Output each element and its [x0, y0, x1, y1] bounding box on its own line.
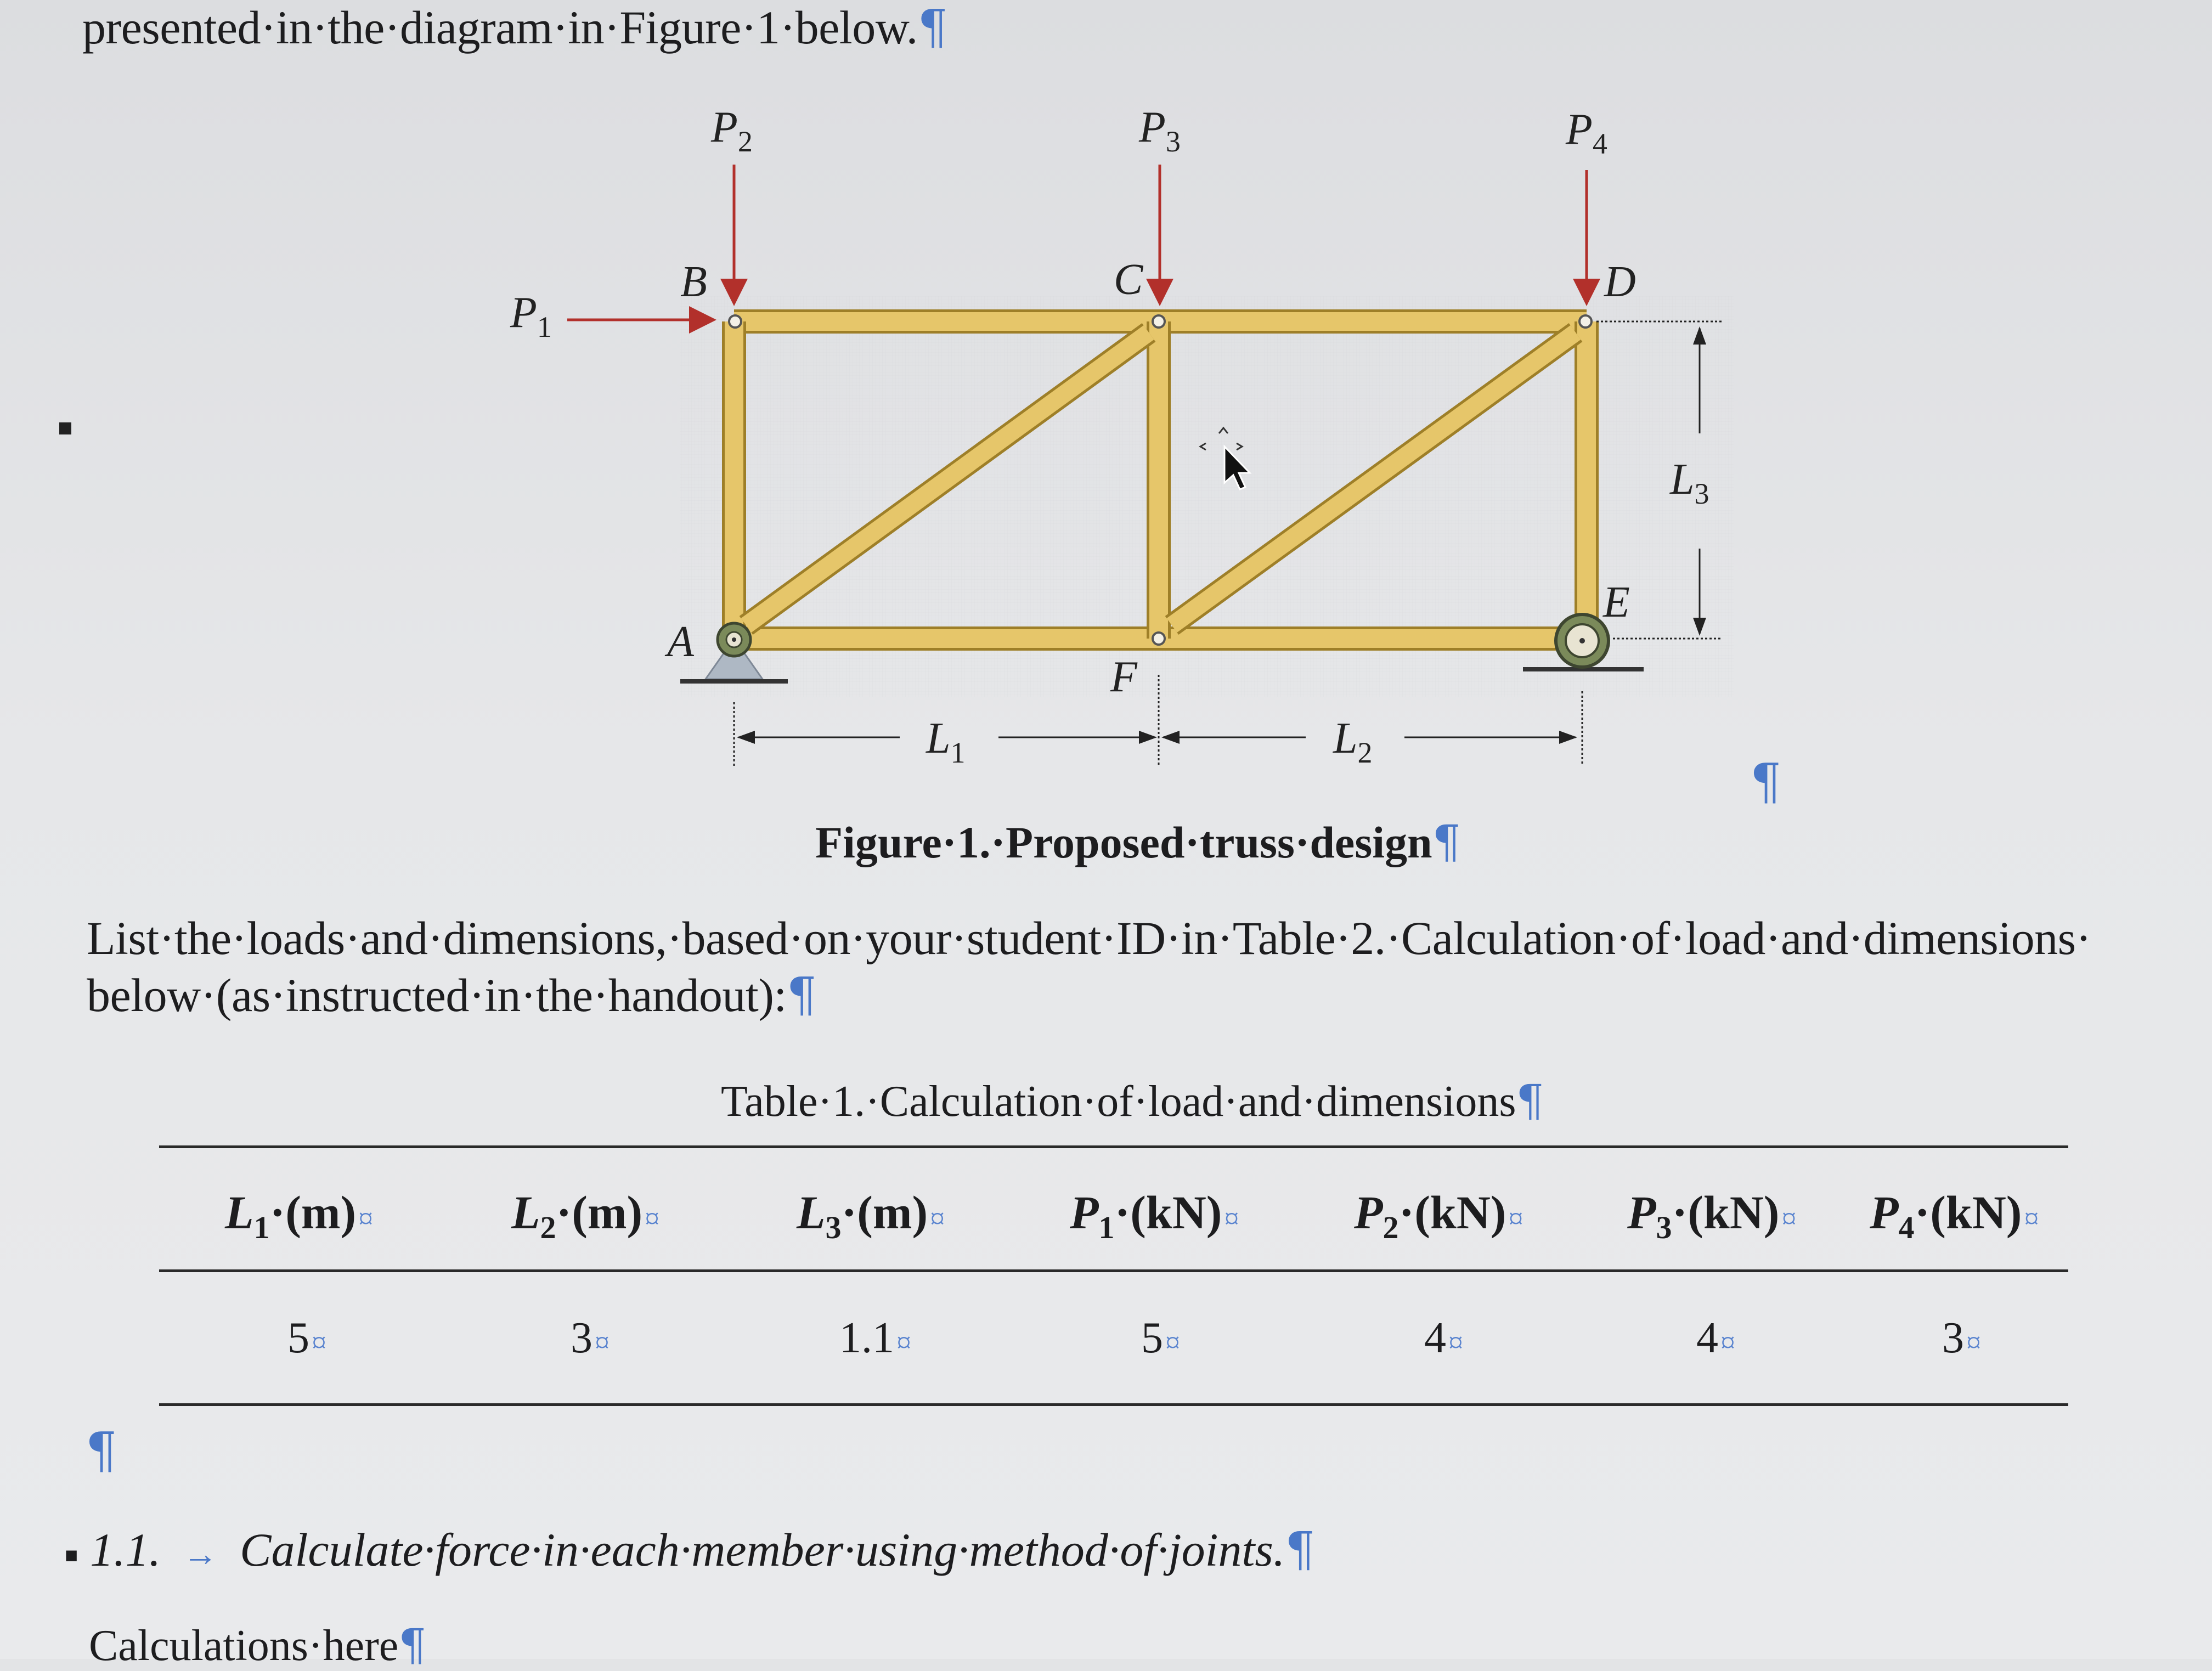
- header-unit: ·(kN): [1114, 1186, 1222, 1239]
- label-joint-c: C: [1114, 256, 1143, 304]
- header-unit: ·(m): [841, 1186, 928, 1239]
- table-value-cell[interactable]: [839, 1313, 911, 1363]
- header-unit: ·(m): [556, 1186, 643, 1239]
- cell-end-mark: ¤: [358, 1202, 374, 1235]
- table-value-cell[interactable]: [287, 1313, 326, 1363]
- header-symbol: L: [511, 1186, 540, 1239]
- instruction-paragraph-line-1[interactable]: [87, 911, 2091, 966]
- header-symbol: P: [1354, 1186, 1383, 1239]
- heading-bullet-icon: ■: [65, 1542, 78, 1567]
- label-dimension-l3: $L_3$: [1670, 455, 1709, 510]
- table-header-cell[interactable]: [511, 1185, 659, 1246]
- table-header-cell[interactable]: [1070, 1185, 1239, 1246]
- joint-c: [1153, 315, 1165, 328]
- cell-end-mark: ¤: [1720, 1326, 1735, 1359]
- header-unit: ·(kN): [1672, 1186, 1780, 1239]
- cell-end-mark: ¤: [1165, 1326, 1180, 1359]
- header-symbol: L: [225, 1186, 254, 1239]
- cell-value: 3: [1942, 1314, 1964, 1362]
- label-p4: $P_4$: [1566, 105, 1607, 160]
- pilcrow-mark: ¶: [917, 0, 947, 55]
- joint-f: [1153, 633, 1165, 645]
- table-header-cell[interactable]: [1870, 1185, 2039, 1246]
- empty-paragraph-pilcrow[interactable]: ¶: [86, 1422, 117, 1480]
- table-caption[interactable]: [721, 1075, 1544, 1127]
- cell-value: 3: [571, 1314, 592, 1362]
- cell-end-mark: ¤: [1966, 1326, 1981, 1359]
- label-p2: $P_2$: [711, 103, 753, 158]
- joint-d: [1579, 315, 1592, 328]
- truss-diagram: [0, 0, 2212, 812]
- table-top-rule: [159, 1145, 2068, 1148]
- instruction-text-1: List·the·loads·and·dimensions,·based·on·your·student·ID·in·Table·2.·Calculation·of·load·and·dimensions·: [87, 912, 2091, 964]
- header-symbol: P: [1870, 1186, 1899, 1239]
- pilcrow-mark: ¶: [1516, 1075, 1544, 1126]
- label-p1: $P_1$: [510, 289, 552, 343]
- label-joint-b: B: [680, 258, 707, 306]
- header-symbol: P: [1627, 1186, 1656, 1239]
- table-value-cell[interactable]: [1942, 1313, 1981, 1363]
- table-value-cell[interactable]: [1696, 1313, 1735, 1363]
- label-joint-a: A: [667, 618, 694, 666]
- table-value-cell[interactable]: [1424, 1313, 1463, 1363]
- label-p3: $P_3$: [1139, 103, 1181, 158]
- table-bottom-rule: [159, 1403, 2068, 1406]
- figure-caption[interactable]: [815, 816, 1461, 868]
- pilcrow-mark: ¶: [1285, 1522, 1316, 1577]
- intro-text: presented·in·the·diagram·in·Figure·1·below.: [82, 1, 918, 54]
- label-dimension-l2: $L_2$: [1333, 714, 1373, 769]
- cell-end-mark: ¤: [2024, 1202, 2039, 1235]
- cell-end-mark: ¤: [312, 1326, 326, 1359]
- table-header-cell[interactable]: [225, 1185, 373, 1246]
- cell-end-mark: ¤: [645, 1202, 660, 1235]
- calculations-text: Calculations·here: [89, 1622, 399, 1670]
- header-subscript: 2: [1383, 1210, 1399, 1246]
- numbered-heading[interactable]: [65, 1522, 1315, 1577]
- cell-end-mark: ¤: [930, 1202, 945, 1235]
- cell-end-mark: ¤: [1781, 1202, 1797, 1235]
- table-header-rule: [159, 1269, 2068, 1272]
- label-joint-f: F: [1110, 653, 1137, 701]
- cell-value: 5: [287, 1314, 309, 1362]
- calculations-placeholder[interactable]: [89, 1619, 426, 1671]
- header-subscript: 1: [253, 1210, 270, 1246]
- figure-caption-text: Figure·1.·Proposed·truss·design: [815, 817, 1432, 867]
- cell-end-mark: ¤: [1448, 1326, 1463, 1359]
- pilcrow-mark: ¶: [1432, 816, 1461, 868]
- header-symbol: P: [1070, 1186, 1099, 1239]
- cell-value: 4: [1424, 1314, 1446, 1362]
- pilcrow-mark: ¶: [1750, 753, 1782, 811]
- heading-text: Calculate·force·in·each·member·using·method·of·joints.: [240, 1523, 1285, 1576]
- heading-number: 1.1.: [90, 1523, 161, 1576]
- header-unit: ·(kN): [1914, 1186, 2022, 1239]
- table-header-cell[interactable]: [1354, 1185, 1523, 1246]
- cell-end-mark: ¤: [896, 1326, 911, 1359]
- cell-value: 1.1: [839, 1314, 894, 1362]
- cell-value: 4: [1696, 1314, 1718, 1362]
- header-unit: ·(kN): [1398, 1186, 1506, 1239]
- header-unit: ·(m): [269, 1186, 357, 1239]
- joint-b: [729, 315, 741, 328]
- header-subscript: 4: [1898, 1210, 1915, 1246]
- header-subscript: 2: [540, 1210, 556, 1246]
- table-header-cell[interactable]: [1627, 1185, 1796, 1246]
- cell-end-mark: ¤: [1224, 1202, 1239, 1235]
- pilcrow-mark: ¶: [786, 968, 817, 1023]
- instruction-paragraph-line-2[interactable]: [87, 968, 816, 1023]
- instruction-text-2: below·(as·instructed·in·the·handout):: [87, 969, 787, 1021]
- header-subscript: 1: [1098, 1210, 1115, 1246]
- table-caption-text: Table·1.·Calculation·of·load·and·dimensions: [721, 1077, 1516, 1126]
- table-value-cell[interactable]: [571, 1313, 610, 1363]
- pilcrow-mark: ¶: [398, 1619, 427, 1670]
- cell-value: 5: [1141, 1314, 1163, 1362]
- label-dimension-l1: $L_1$: [926, 714, 966, 769]
- cell-end-mark: ¤: [595, 1326, 610, 1359]
- tab-arrow-icon: →: [183, 1534, 218, 1573]
- table-header-cell[interactable]: [797, 1185, 945, 1246]
- header-subscript: 3: [1656, 1210, 1672, 1246]
- label-joint-e: E: [1603, 578, 1630, 626]
- cell-end-mark: ¤: [1508, 1202, 1523, 1235]
- table-value-cell[interactable]: [1141, 1313, 1180, 1363]
- header-subscript: 3: [825, 1210, 842, 1246]
- label-joint-d: D: [1604, 258, 1636, 306]
- header-symbol: L: [797, 1186, 826, 1239]
